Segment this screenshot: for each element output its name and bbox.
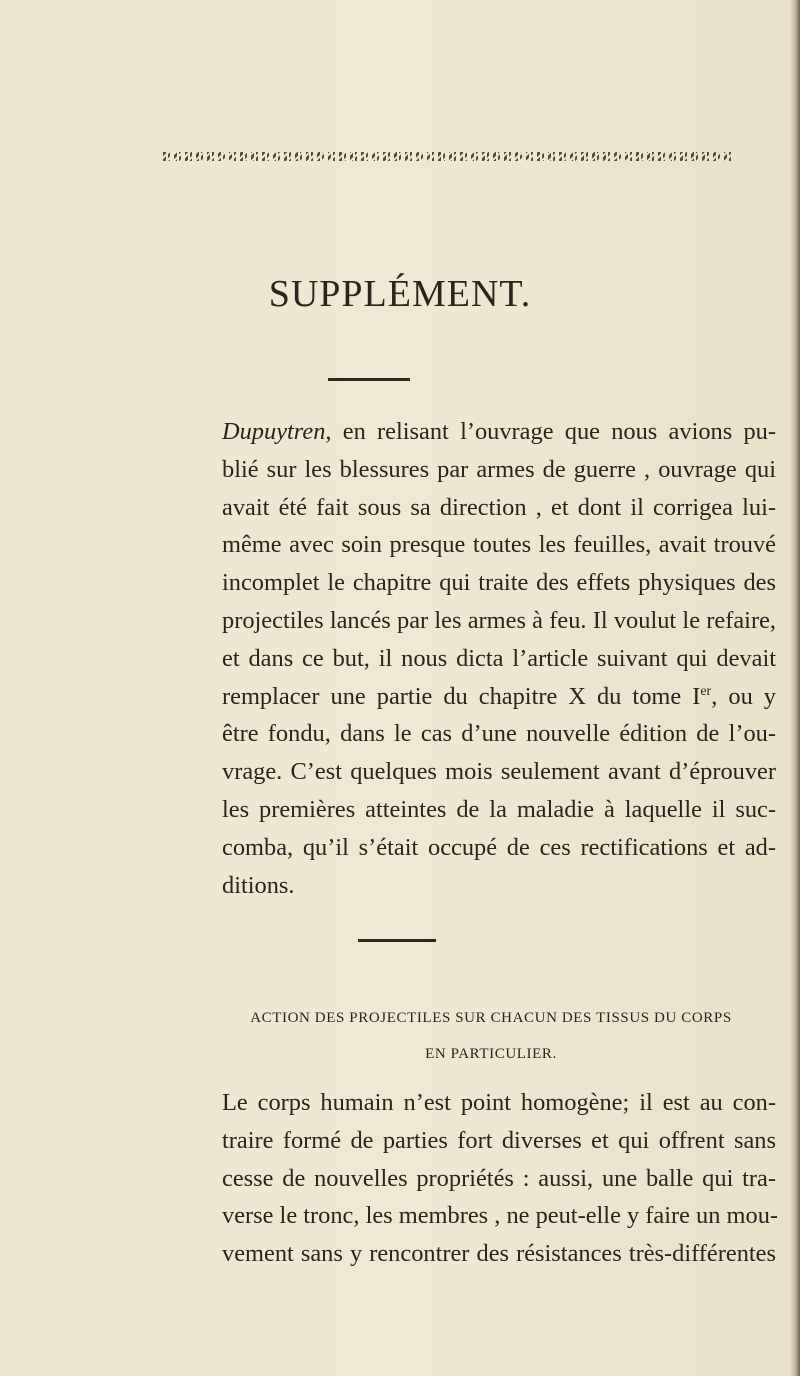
author-name: Dupuytren [222, 418, 326, 445]
section-heading-line-1: ACTION DES PROJECTILES SUR CHACUN DES TISSUS DU CORPS [250, 1010, 732, 1026]
paragraph-line: vrage. C’est quelques mois seulement avant d’éprouver [222, 758, 776, 786]
paragraph-line: cesse de nouvelles propriétés : aussi, une balle qui tra- [222, 1164, 776, 1192]
paragraph-line: traire formé de parties fort diverses et qui offrent sans [222, 1126, 776, 1154]
paragraph-line: projectiles lancés par les armes à feu. Il voulut le refaire, [222, 606, 776, 634]
paragraph-line: Le corps humain n’est point homogène; il est au con- [222, 1089, 776, 1116]
page-edge-shadow [790, 0, 800, 1376]
paragraph-line: incomplet le chapitre qui traite des effets physiques des [222, 569, 776, 597]
paragraph-line: ditions. [222, 871, 295, 899]
separator-rule-middle [358, 939, 436, 942]
separator-rule-top [328, 378, 410, 381]
paragraph-line: même avec soin presque toutes les feuilles, avait trouvé [222, 531, 776, 559]
paragraph-line: avait été fait sous sa direction , et dont il corrigea lui- [222, 493, 776, 521]
paragraph-line: comba, qu’il s’était occupé de ces rectifications et ad- [222, 833, 776, 861]
paragraph-line: blié sur les blessures par armes de guerre , ouvrage qui [222, 455, 776, 483]
paragraph-line: verse le tronc, les membres , ne peut-elle y faire un mou- [222, 1202, 779, 1230]
paragraph-line: remplacer une partie du chapitre X du tome Ier, ou y [222, 682, 776, 710]
section-heading-line-2: EN PARTICULIER. [425, 1046, 557, 1062]
paragraph-line: être fondu, dans le cas d’une nouvelle édition de l’ou- [222, 720, 776, 748]
introduction-paragraph [222, 413, 776, 904]
section-heading [196, 1000, 786, 1072]
decorative-header-ornament [163, 152, 733, 161]
paragraph-line: vement sans y rencontrer des résistances très-différentes [222, 1240, 776, 1268]
superscript-er: er [700, 683, 712, 699]
paragraph-line: et dans ce but, il nous dicta l’article suivant qui devait [222, 644, 776, 672]
paragraph-line: Dupuytren, en relisant l’ouvrage que nous avions pu- [222, 418, 776, 445]
paragraph-line: les premières atteintes de la maladie à laquelle il suc- [222, 795, 776, 823]
page-title: SUPPLÉMENT. [268, 273, 532, 315]
body-paragraph [222, 1084, 779, 1273]
